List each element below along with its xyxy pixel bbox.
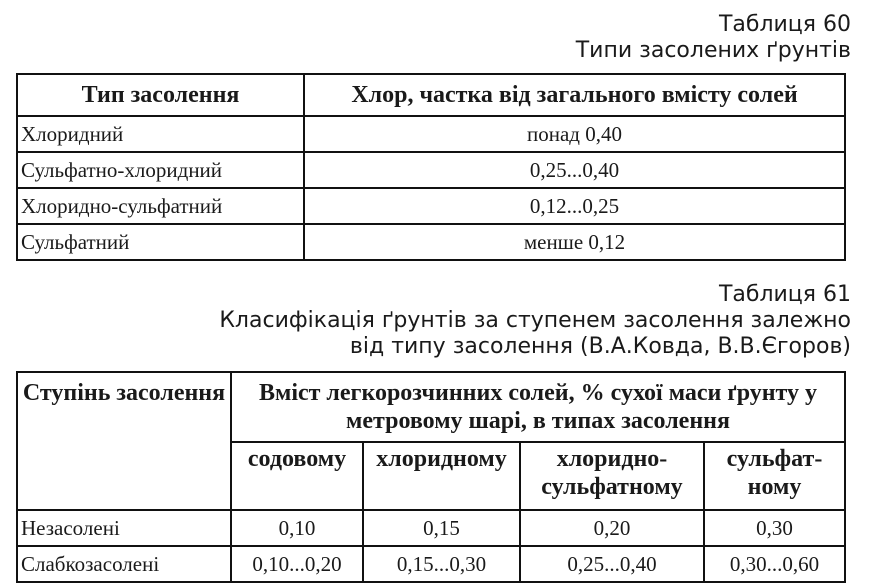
table-61 [16,371,846,583]
row-type: Сульфатний [17,224,304,260]
subheader-soda: содовому [231,442,363,510]
table-row [17,188,845,224]
header-salinization-type: Тип засолення [17,74,304,116]
cut-off-text-line [10,0,650,6]
row-type: Хлоридно-сульфатний [17,188,304,224]
row-value-soda: 0,10 [231,510,363,546]
row-value-sulfate: 0,30 [704,510,845,546]
subheader-sulfate: сульфат-ному [704,442,845,510]
row-value: 0,25...0,40 [304,152,845,188]
table-row [17,152,845,188]
table-header-row [17,74,845,116]
table-row [17,546,845,582]
table-60-number: Таблиця 60 [718,12,851,37]
row-value-chloride: 0,15...0,30 [363,546,520,582]
table-row [17,224,845,260]
row-value-chloride: 0,15 [363,510,520,546]
table-60 [16,73,846,261]
header-salinization-degree: Ступінь засолення [17,372,231,510]
row-value-soda: 0,10...0,20 [231,546,363,582]
row-type: Хлоридний [17,116,304,152]
table-60-title: Типи засолених ґрунтів [575,38,851,63]
row-type: Сульфатно-хлоридний [17,152,304,188]
table-row [17,510,845,546]
header-chlorine-share: Хлор, частка від загального вмісту солей [304,74,845,116]
table-61-title-line-2: від типу засолення (В.А.Ковда, В.В.Єгоров) [349,334,851,359]
table-row [17,116,845,152]
row-value-chloride-sulfate: 0,25...0,40 [520,546,704,582]
table-61-title-line-1: Класифікація ґрунтів за ступенем засолення залежно [219,308,851,333]
row-value: 0,12...0,25 [304,188,845,224]
row-degree: Слабкозасолені [17,546,231,582]
subheader-chloride: хлоридному [363,442,520,510]
row-value-sulfate: 0,30...0,60 [704,546,845,582]
table-header-row [17,372,845,442]
header-salt-content: Вміст легкорозчинних солей, % сухої маси ґрунту у метровому шарі, в типах засолення [231,372,845,442]
subheader-chloride-sulfate: хлоридно-сульфатному [520,442,704,510]
row-value-chloride-sulfate: 0,20 [520,510,704,546]
row-degree: Незасолені [17,510,231,546]
row-value: менше 0,12 [304,224,845,260]
table-61-number: Таблиця 61 [718,282,851,307]
row-value: понад 0,40 [304,116,845,152]
